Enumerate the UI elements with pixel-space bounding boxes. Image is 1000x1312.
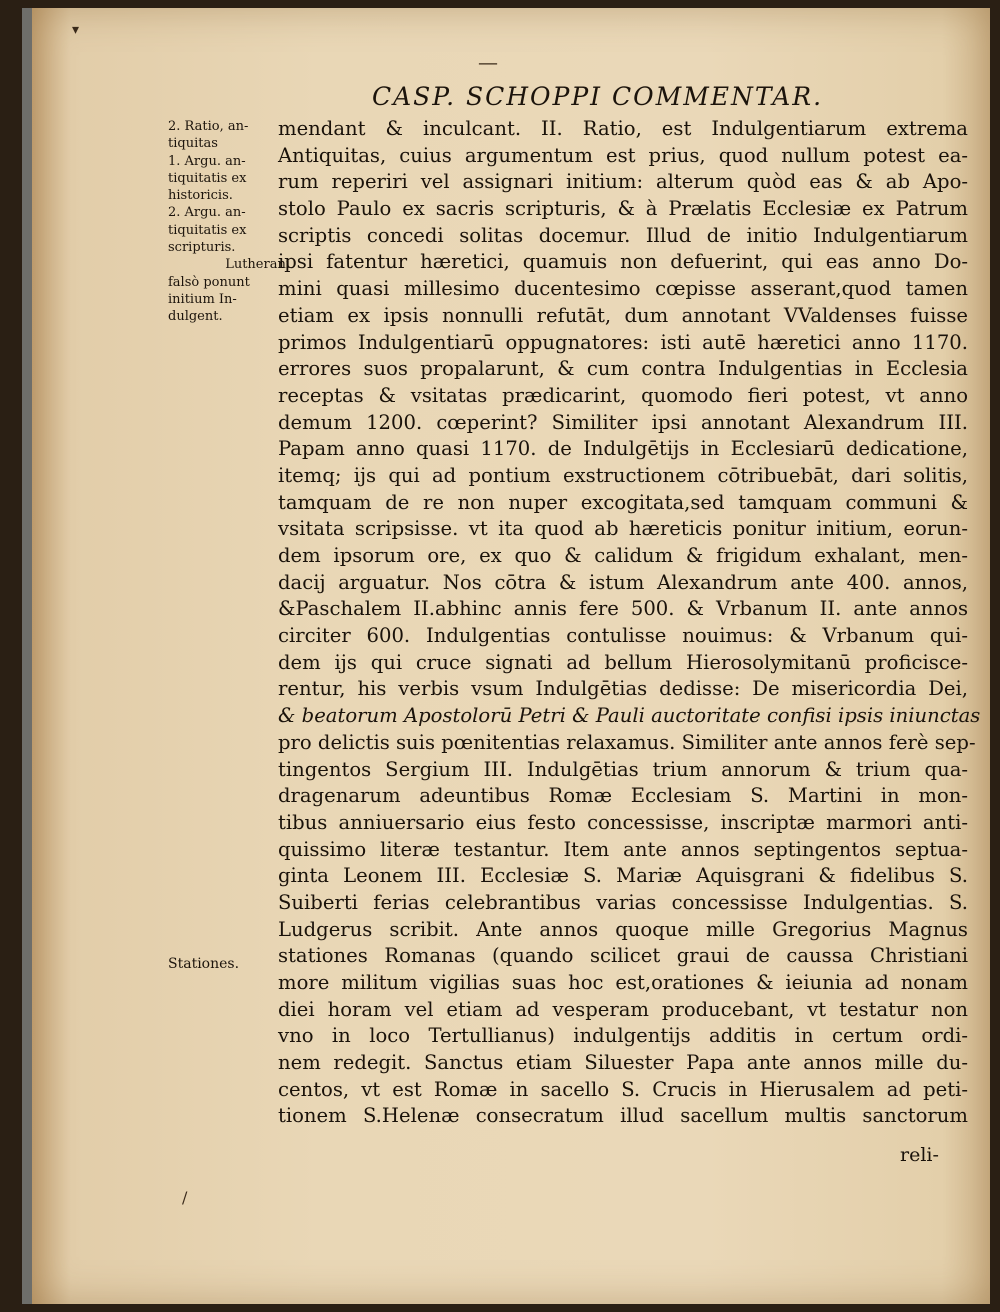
text-line: tamquam de re non nuper excogitata,sed tamquam communi & [278,490,968,514]
text-line: demum 1200. cœperint? Similiter ipsi annotant Alexandrum III. [278,410,968,434]
text-line-italic: & beatorum Apostolorū Petri & Pauli auctoritate confisi ipsis iniunctas [278,704,981,728]
text-line: itemq; ijs qui ad pontium exstructionem cōtribuebāt, dari solitis, [278,463,968,487]
text-line: stolo Paulo ex sacris scripturis, & à Prælatis Ecclesiæ ex Patrum [278,197,968,221]
text-line: mini quasi millesimo ducentesimo cœpisse asserant,quod tamen [278,277,968,301]
text-line: vsitata scripsisse. vt ita quod ab hæreticis ponitur initium, eorun- [278,517,968,541]
marginal-note-line: tiquitatis ex [168,170,247,186]
marginal-notes [168,118,290,326]
text-line: Suiberti ferias celebrantibus varias concessisse Indulgentias. S. [278,890,968,914]
text-line: more militum vigilias suas hoc est,orationes & ieiunia ad nonam [278,971,968,994]
text-line: pro delictis suis pœnitentias relaxamus. Similiter ante annos ferè sep- [278,730,976,754]
marginal-note-line: falsò ponunt [168,274,250,290]
text-line: vno in loco Tertullianus) indulgentijs additis in certum ordi- [278,1024,968,1048]
marginal-note-line: tiquitas [168,136,218,152]
marginal-note-line: tiquitatis ex [168,222,247,238]
running-head: CASP. SCHOPPI COMMENTAR. [372,82,824,111]
marginal-note-stationes: Stationes. [168,956,240,972]
marginal-note-line: initium In- [168,291,237,307]
text-line: centos, vt est Romæ in sacello S. Crucis in Hierusalem ad peti- [278,1077,968,1101]
text-line: errores suos propalarunt, & cum contra Indulgentias in Ecclesia [278,357,968,381]
text-line: primos Indulgentiarū oppugnatores: isti autē hæretici anno 1170. [278,330,968,354]
text-line: dacij arguatur. Nos cōtra & istum Alexandrum ante 400. annos, [278,570,968,594]
text-line: Papam anno quasi 1170. de Indulgētijs in Ecclesiarū dedicatione, [278,437,968,461]
corner-mark: ▾ [72,22,80,38]
marginal-note-line: 1. Argu. an- [168,153,246,169]
text-line: quissimo literæ testantur. Item ante annos septingentos septua- [278,837,968,861]
text-line: diei horam vel etiam ad vesperam producebant, vt testatur non [278,997,968,1021]
text-line: Antiquitas, cuius argumentum est prius, quod nullum potest ea- [278,143,968,167]
text-line: circiter 600. Indulgentias contulisse nouimus: & Vrbanum qui- [278,624,968,648]
text-line: stationes Romanas (quando scilicet graui de caussa Christiani [278,944,968,968]
stray-mark: / [182,1188,188,1207]
marginal-note-line: 2. Ratio, an- [168,119,249,134]
marginal-note-line: scripturis. [168,240,236,256]
text-line: dem ipsorum ore, ex quo & calidum & frigidum exhalant, men- [278,544,968,567]
text-line: ginta Leonem III. Ecclesiæ S. Mariæ Aquisgrani & fidelibus S. [278,864,968,888]
text-line: scriptis concedi solitas docemur. Illud de initio Indulgentiarum [278,223,968,247]
catchword: reli- [900,1144,939,1166]
text-line: ipsi fatentur hæretici, quamuis non defuerint, qui eas anno Do- [278,250,968,274]
text-line: receptas & vsitatas prædicarint, quomodo fieri potest, vt anno [278,383,968,407]
body-text [278,116,981,1130]
text-line: mendant & inculcant. II. Ratio, est Indulgentiarum extrema [278,117,968,140]
text-line: tingentos Sergium III. Indulgētias trium annorum & trium qua- [278,757,968,781]
text-line: Ludgerus scribit. Ante annos quoque mille Gregorius Magnus [278,917,968,941]
text-line: dem ijs qui cruce signati ad bellum Hierosolymitanū proficisce- [278,650,968,674]
text-line: etiam ex ipsis nonnulli refutāt, dum annotant VValdenses fuisse [278,303,968,327]
text-line: dragenarum adeuntibus Romæ Ecclesiam S. Martini in mon- [278,784,968,808]
marginal-note-line: dulgent. [168,309,223,325]
text-line: tionem S.Helenæ consecratum illud sacellum multis sanctorum [278,1104,968,1128]
text-line: tibus anniuersario eius festo concessisse, inscriptæ marmori anti- [278,810,968,834]
dash-mark: — [478,50,498,74]
marginal-note-line: historicis. [168,188,233,204]
book-page [22,8,990,1304]
text-line: nem redegit. Sanctus etiam Siluester Papa ante annos mille du- [278,1051,968,1075]
marginal-note-line: 2. Argu. an- [168,205,246,221]
marginal-note-line: Lutherani [225,257,290,273]
text-line: rentur, his verbis vsum Indulgētias dedisse: De misericordia Dei, [278,677,968,701]
text-line: &Paschalem II.abhinc annis fere 500. & Vrbanum II. ante annos [278,597,968,621]
text-line: rum reperiri vel assignari initium: alterum quòd eas & ab Apo- [278,170,968,194]
